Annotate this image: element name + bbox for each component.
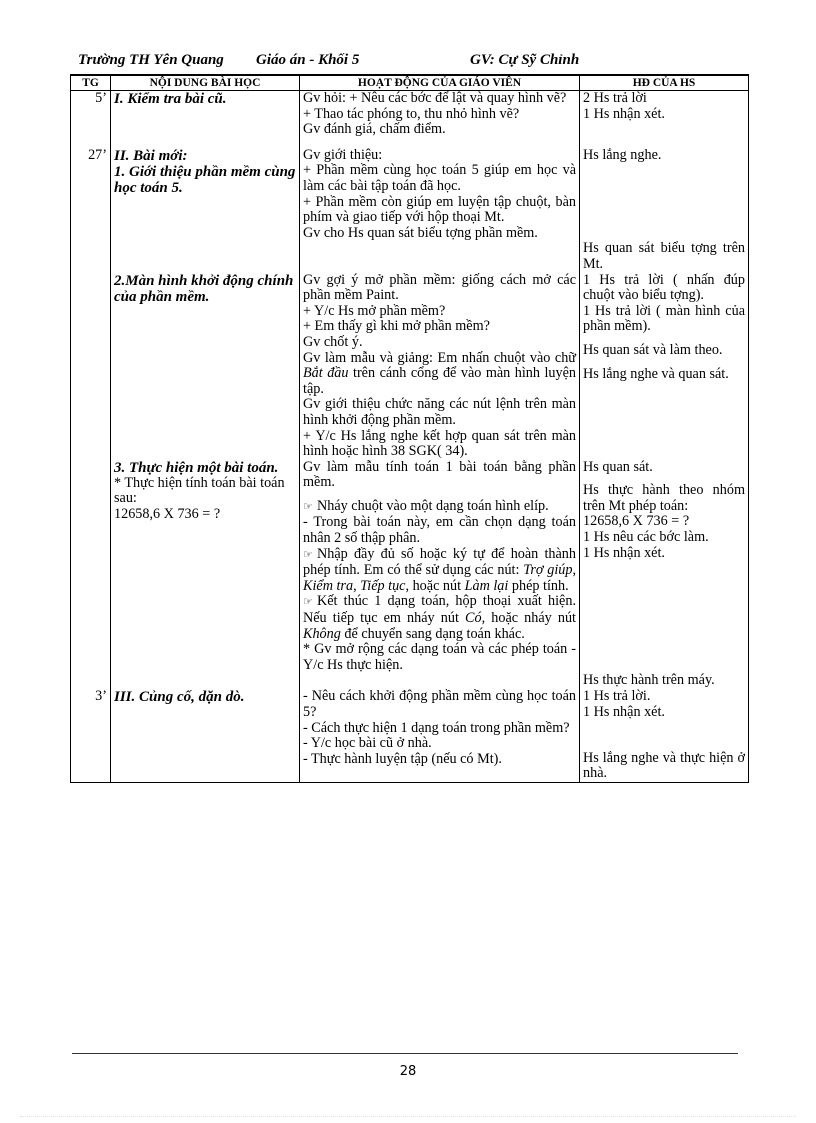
teacher-line: + Phần mềm cùng học toán 5 giúp em học và làm các bài tập toán đã học. [303,162,576,194]
teacher-line: * Gv mở rộng các dạng toán và các phép toán -Y/c Hs thực hiện. [303,641,576,673]
student-line: Hs quan sát. [583,459,653,475]
lesson-plan-table [70,74,749,783]
time-cell: 5’ [71,91,111,138]
student-line: Hs thực hành trên máy. [583,672,715,689]
teacher-cell [300,138,580,273]
column-header-teacher: HOẠT ĐỘNG CỦA GIÁO VIÊN [300,75,580,91]
teacher-line: ☞ Nháy chuột vào một dạng toán hình elíp. [303,497,549,514]
section-subtitle: 2.Màn hình khởi động chính của phần mềm. [114,272,294,305]
column-header-time: TG [71,75,111,91]
student-cell [580,689,749,782]
teacher-line: ☞ Nhập đầy đủ số hoặc ký tự để hoàn thành phép tính. Em có thể sử dụng các nút: Trợ giúp, Kiểm tra, Tiếp tục, hoặc nút Làm lại phép tính. [303,545,577,594]
check-button-term: Kiểm tra [303,577,354,594]
redo-button-term: Làm lại [464,577,509,594]
student-line: Hs thực hành theo nhóm trên Mt phép toán: [583,482,745,514]
no-button-term: Không [303,625,341,642]
teacher-cell [300,689,580,782]
content-cell [111,460,300,690]
footer-divider [72,1053,738,1054]
teacher-line: - Thực hành luyện tập (nếu có Mt). [303,750,502,767]
teacher-line: Gv giới thiệu chức năng các nút lệnh trên màn hình khởi động phần mềm. [303,396,576,428]
content-cell [111,138,300,273]
section-subtitle: 3. Thực hiện một bài toán. [114,459,279,476]
student-line: Hs quan sát biểu tợng trên Mt. [583,240,745,272]
student-cell [580,138,749,273]
teacher-line: Gv gợi ý mở phần mềm: giống cách mở các phần mềm Paint. [303,272,576,304]
section-title: II. Bài mới: [114,147,188,164]
column-header-student: HĐ CỦA HS [580,75,749,91]
task-description: * Thực hiện tính toán bài toán sau: [114,474,285,507]
teacher-line: - Cách thực hiện 1 dạng toán trong phần mềm? [303,719,570,736]
teacher-name: GV: Cự Sỹ Chỉnh [470,52,580,68]
student-line: Hs lắng nghe và quan sát. [583,365,729,382]
math-expression: 12658,6 X 736 = ? [114,505,221,522]
teacher-cell [300,91,580,138]
start-button-term: Bắt đầu [303,365,349,382]
teacher-line: Gv cho Hs quan sát biểu tợng phần mềm. [303,224,538,241]
teacher-line: - Y/c học bài cũ ở nhà. [303,735,432,752]
student-line: Hs lắng nghe. [583,146,662,163]
teacher-cell [300,273,580,460]
teacher-line: - Trong bài toán này, em cần chọn dạng toán nhân 2 số thập phân. [303,514,576,547]
table-row [71,273,749,460]
student-cell [580,460,749,690]
teacher-line: Gv giới thiệu: [303,146,383,163]
yes-button-term: Có [465,610,482,627]
teacher-line: + Em thấy gì khi mở phần mềm? [303,318,490,335]
student-line: 1 Hs nhận xét. [583,704,665,720]
teacher-line: Gv hỏi: + Nêu các bớc để lật và quay hình vẽ? [303,90,567,106]
teacher-line: - Nêu cách khởi động phần mềm cùng học toán 5? [303,689,576,720]
section-title: I. Kiểm tra bài cũ. [114,91,227,107]
student-line: 1 Hs trả lời ( nhấn đúp chuột vào biểu tợng). [583,272,745,304]
student-line: 1 Hs trả lời ( màn hình của phần mềm). [583,302,745,335]
time-cell [71,460,111,690]
table-row [71,138,749,273]
student-line: 12658,6 X 736 = ? [583,513,690,530]
student-line: Hs lắng nghe và thực hiện ở nhà. [583,749,745,782]
pointer-bullet-icon: ☞ [303,500,313,513]
teacher-line: Gv chốt ý. [303,333,363,350]
teacher-line: ☞ Kết thúc 1 dạng toán, hộp thoại xuất hiện. Nếu tiếp tục em nháy nút Có, hoặc nháy nút Không để chuyển sang dạng toán khác. [303,593,576,642]
student-line: 1 Hs nhận xét. [583,544,665,561]
teacher-line: + Thao tác phóng to, thu nhỏ hình vẽ? [303,105,520,122]
bottom-dotted-divider [20,1116,796,1117]
time-cell [71,273,111,460]
continue-button-term: Tiếp tục [360,577,406,594]
teacher-cell [300,460,580,690]
section-subtitle: 1. Giới thiệu phần mềm cùng học toán 5. [114,163,296,196]
page-header [78,52,748,74]
student-line: 1 Hs nêu các bớc làm. [583,529,709,546]
pointer-bullet-icon: ☞ [303,596,313,609]
content-cell [111,273,300,460]
student-line: 1 Hs trả lời. [583,689,651,705]
student-cell [580,273,749,460]
teacher-line: Gv làm mẫu tính toán 1 bài toán bằng phần mềm. [303,459,576,491]
school-name: Trường TH Yên Quang [78,52,224,68]
column-header-content: NỘI DUNG BÀI HỌC [111,75,300,91]
teacher-line: Gv làm mẫu và giảng: Em nhấn chuột vào chữ Bắt đầu trên cánh cổng để vào màn hình luyện tập. [303,349,577,397]
table-row [71,460,749,690]
page-number: 28 [399,1064,417,1079]
teacher-line: Gv đánh giá, chấm điểm. [303,121,446,138]
time-cell: 3’ [71,689,111,782]
content-cell [111,91,300,138]
pointer-bullet-icon: ☞ [303,548,313,561]
student-cell [580,91,749,138]
section-title: III. Củng cố, dặn dò. [114,689,245,706]
student-line: Hs quan sát và làm theo. [583,341,723,358]
table-row [71,91,749,138]
help-button-term: Trợ giúp [523,562,573,579]
student-line: 1 Hs nhận xét. [583,105,665,122]
table-row [71,689,749,782]
teacher-line: + Y/c Hs mở phần mềm? [303,302,446,319]
teacher-line: + Y/c Hs lắng nghe kết hợp quan sát trên màn hình hoặc hình 38 SGK( 34). [303,427,576,460]
student-line: 2 Hs trả lời [583,90,647,106]
table-header-row [71,75,749,91]
time-cell: 27’ [71,138,111,273]
teacher-line: + Phần mềm còn giúp em luyện tập chuột, bàn phím và giao tiếp với hộp thoại Mt. [303,193,576,226]
content-cell [111,689,300,782]
lesson-plan-label: Giáo án - Khối 5 [256,52,360,68]
